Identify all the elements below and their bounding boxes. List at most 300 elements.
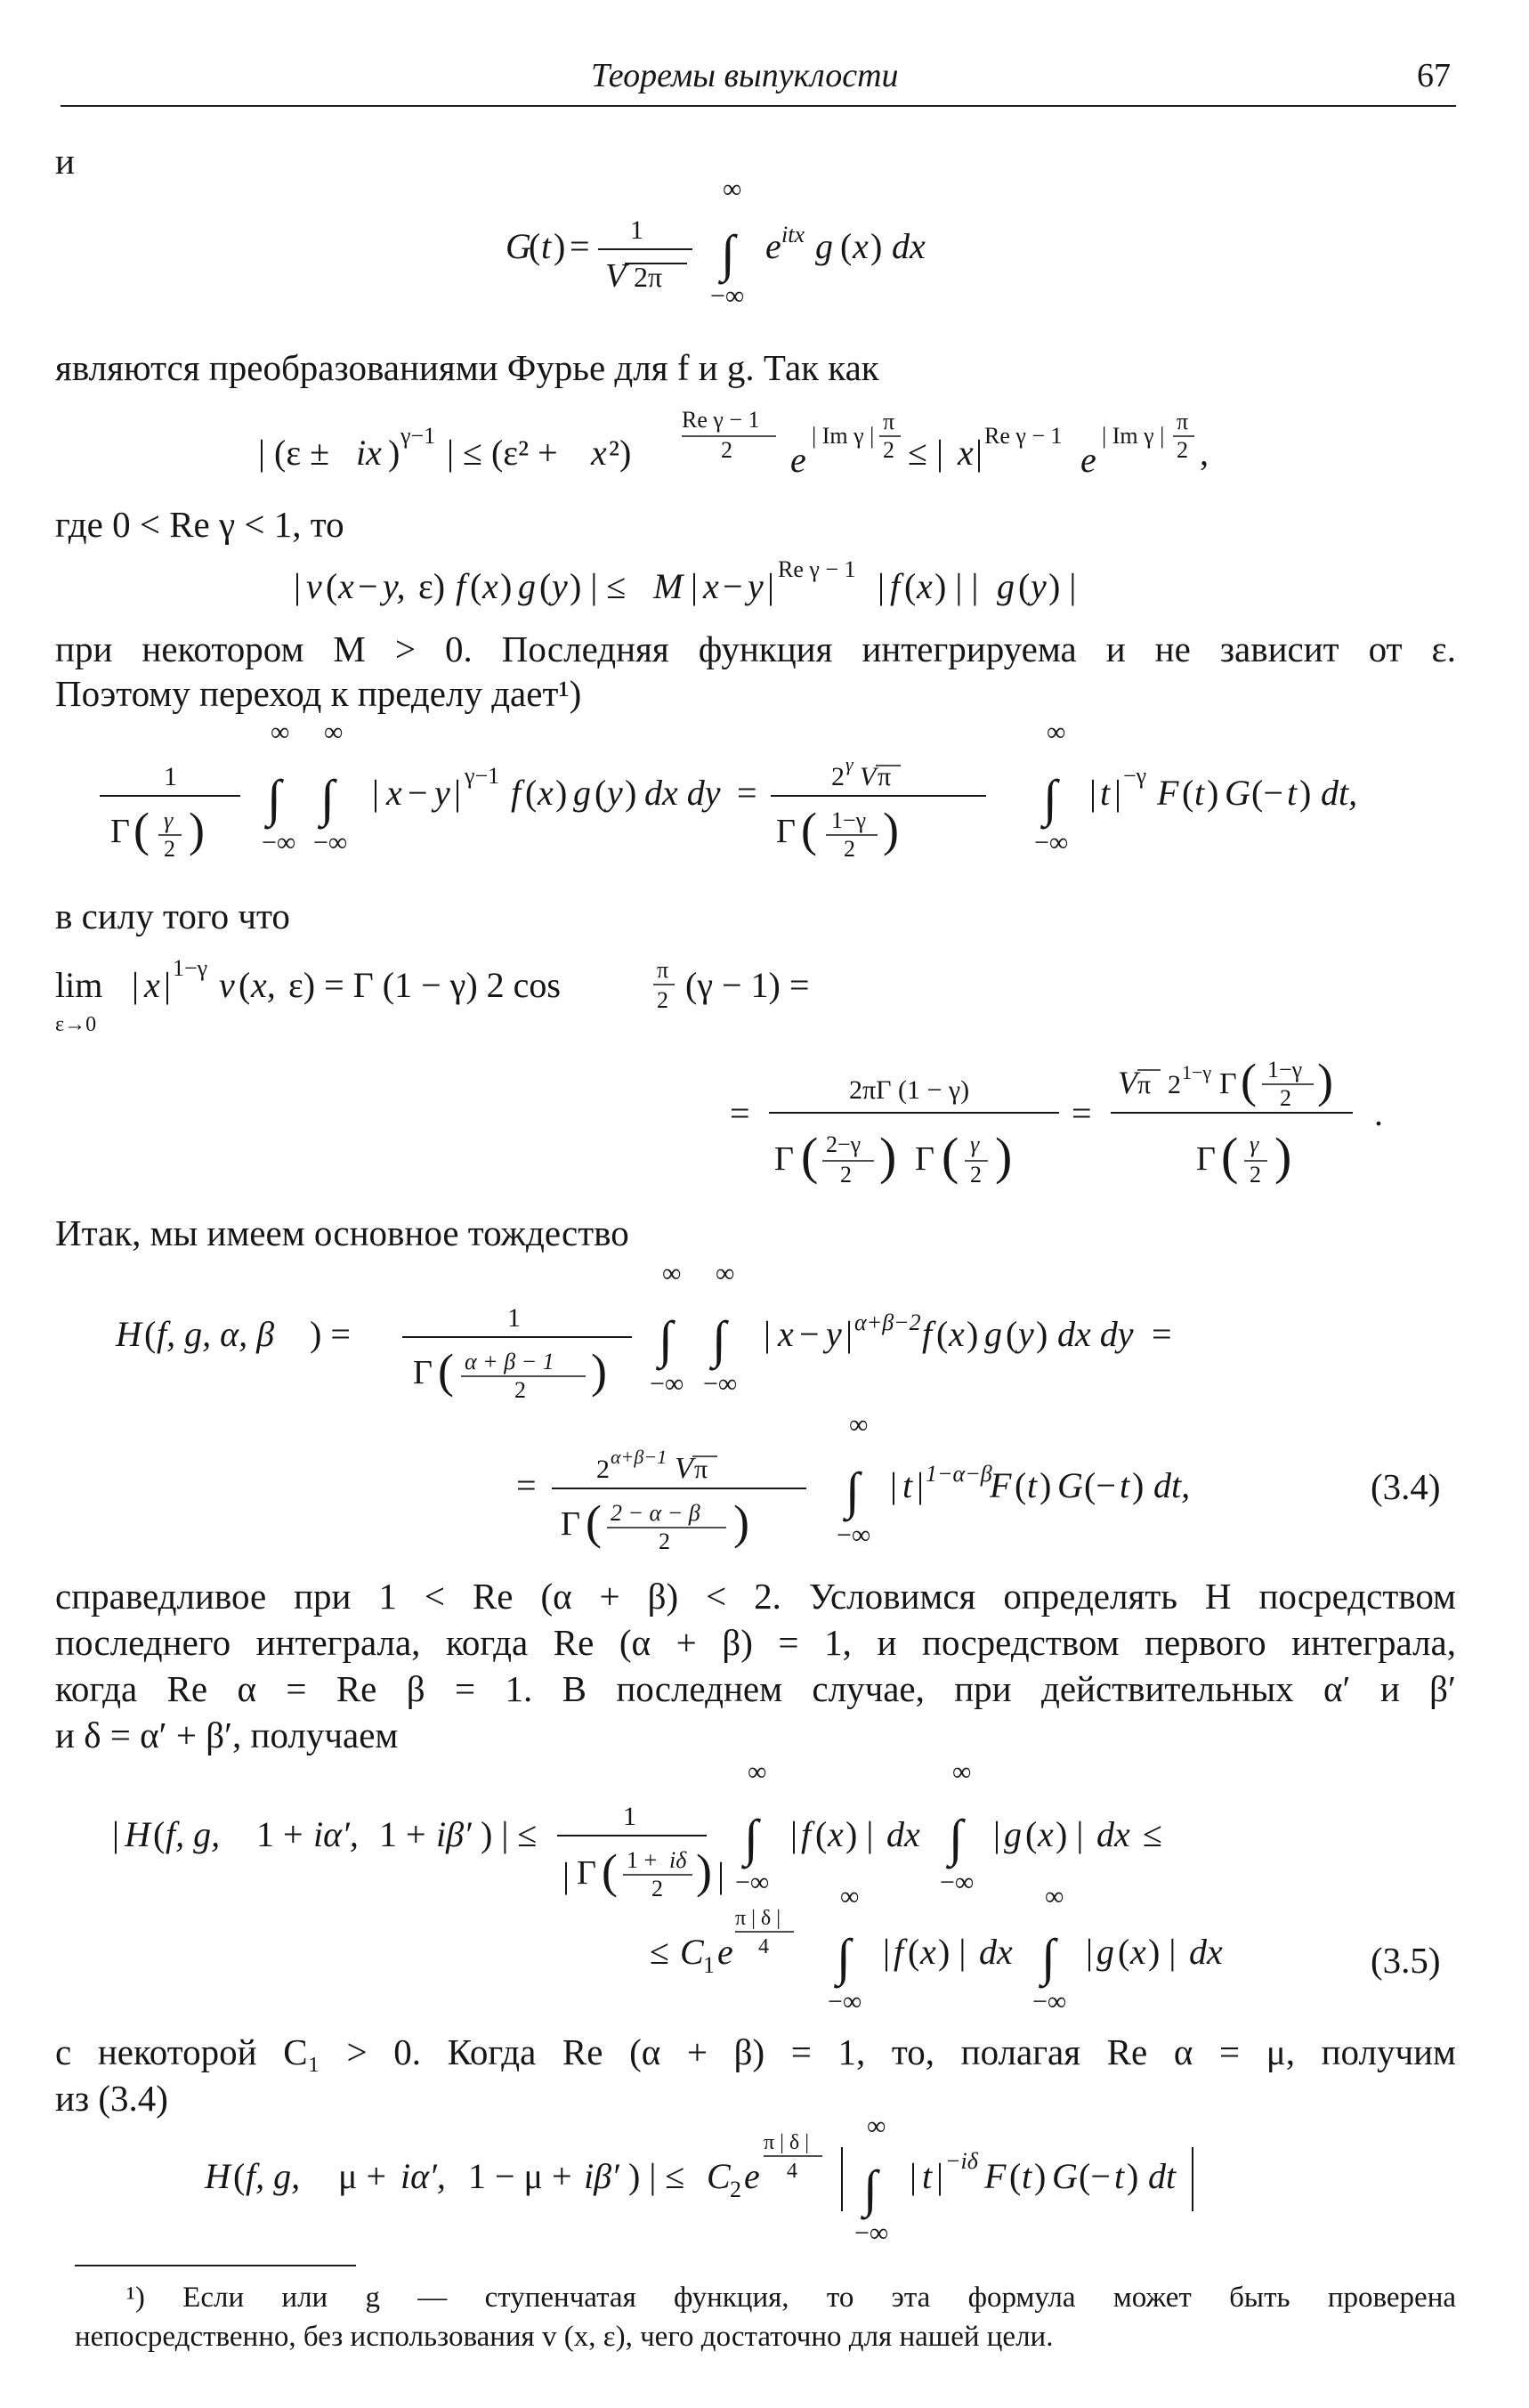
footnote-rule [75,2265,356,2266]
svg-text:x: x [338,566,354,606]
svg-text:dx dy: dx dy [644,773,721,813]
svg-text:1 − μ +: 1 − μ + [468,2156,572,2196]
svg-text:e: e [744,2156,760,2196]
svg-text:(: ( [438,1344,454,1398]
svg-text:1 +: 1 + [256,1814,303,1854]
svg-text:−: − [723,566,743,606]
paragraph-valid-line2: последнего интеграла, когда Re (α + β) = 1, и посредством первого интеграла, [55,1622,1456,1663]
svg-text:∞: ∞ [1045,1882,1064,1911]
svg-text:|: | [1114,773,1122,813]
svg-text:=: = [1152,1314,1172,1354]
svg-text:) | |: ) | | [934,566,979,606]
svg-text:(−: (− [1079,2156,1111,2196]
svg-text:≤: ≤ [1143,1814,1162,1854]
svg-text:V: V [605,257,627,295]
svg-text:1: 1 [623,1802,636,1831]
svg-text:π: π [694,1455,708,1484]
svg-text:∫: ∫ [1041,1928,1056,1986]
svg-text:): ) [696,1845,712,1898]
svg-text:) |: ) | [1048,566,1077,606]
svg-text:∫: ∫ [949,1809,963,1867]
svg-text:2 − α − β: 2 − α − β [611,1500,700,1526]
svg-text:2: 2 [651,1876,663,1901]
svg-text:(: ( [539,566,552,606]
svg-text:1: 1 [703,1952,715,1978]
svg-text:|: | [878,566,886,606]
svg-text:−∞: −∞ [262,828,296,857]
svg-text:dx: dx [1189,1932,1223,1972]
svg-text:f, g,: f, g, [166,1814,221,1854]
svg-text:g: g [518,566,536,606]
svg-text:|: | [372,773,380,813]
svg-text:∞: ∞ [952,1757,972,1787]
svg-text:f: f [890,566,901,606]
svg-text:g: g [1004,1814,1022,1854]
svg-text:x: x [920,1932,936,1972]
svg-text:g: g [984,1314,1002,1354]
equation-limit [55,954,901,1043]
svg-text:x: x [778,1314,794,1354]
svg-text:): ) [1127,2156,1139,2196]
svg-text:|: | [790,1814,798,1854]
svg-text:2πΓ (1 − γ): 2πΓ (1 − γ) [849,1075,970,1105]
svg-text:(−: (− [1084,1465,1116,1505]
svg-text:π: π [878,762,892,791]
svg-text:e: e [790,440,806,480]
svg-text:−: − [408,773,428,813]
svg-text:−∞: −∞ [837,1520,871,1550]
svg-text:2: 2 [596,1455,610,1484]
svg-text:∞: ∞ [849,1410,869,1439]
svg-text:−∞: −∞ [1034,828,1069,857]
svg-text:π | δ |: π | δ | [735,1907,781,1930]
svg-text:iβ′: iβ′ [584,2156,619,2196]
svg-text:x: x [949,1314,965,1354]
svg-text:(: ( [470,566,482,606]
svg-text:ε) = Γ (1 − γ) 2 cos: ε) = Γ (1 − γ) 2 cos [288,965,561,1005]
svg-text:H: H [125,1814,150,1854]
svg-text:): ) [500,566,513,606]
svg-text:2: 2 [831,762,845,791]
svg-text:=: = [516,1465,537,1505]
svg-text:∞: ∞ [1047,718,1066,747]
svg-text:∞: ∞ [324,718,344,747]
header-rule [61,105,1456,107]
svg-text:G: G [1225,773,1250,813]
svg-text:x: x [958,433,974,473]
svg-text:t: t [1022,2156,1032,2196]
svg-text:|: | [562,1855,570,1895]
svg-text:): ) [625,773,637,813]
svg-text:2: 2 [1177,437,1188,463]
svg-text:iα′,: iα′, [400,2156,446,2196]
svg-text:g: g [573,773,591,813]
svg-text:γ−1: γ−1 [465,763,500,789]
paragraph-because: в силу того что [55,896,290,936]
equation-fourier-G [498,174,997,320]
svg-text:(: ( [936,1314,949,1354]
svg-text:t: t [1100,773,1111,813]
svg-text:−∞: −∞ [703,1369,738,1399]
svg-text:): ) [879,1127,897,1185]
svg-text:y: y [748,566,764,606]
svg-text:|: | [454,773,462,813]
svg-text:=: = [570,226,590,266]
svg-text:x,: x, [251,965,276,1005]
svg-text:lim: lim [55,965,103,1005]
svg-text:∫: ∫ [1043,769,1057,827]
svg-text:): ) [388,433,400,473]
svg-text:(: ( [815,1814,828,1854]
svg-text:C: C [680,1932,704,1972]
svg-text:2: 2 [840,1162,852,1188]
svg-text:| ≤ (ε² +: | ≤ (ε² + [447,433,558,473]
svg-text:F: F [984,2156,1007,2196]
svg-text:∫: ∫ [721,224,735,282]
footnote-line1: ¹) Если или g — ступенчатая функция, то эта формула может быть проверена [126,2282,1456,2314]
svg-text:−∞: −∞ [828,1987,862,2016]
svg-text:t: t [1114,2156,1125,2196]
svg-text:∞: ∞ [716,1259,735,1288]
svg-text:|: | [764,1314,772,1354]
svg-text:Γ: Γ [1219,1067,1237,1100]
svg-text:V: V [860,762,877,791]
svg-text:μ +: μ + [338,2156,387,2196]
svg-text:(: ( [525,773,538,813]
svg-text:) |: ) | [845,1814,874,1854]
svg-text:): ) [189,803,205,856]
svg-text:y: y [434,773,450,813]
svg-text:(: ( [144,1314,157,1354]
svg-text:x: x [482,566,498,606]
svg-text:Γ: Γ [413,1354,433,1391]
svg-text:=: = [730,1093,750,1133]
svg-text:−iδ: −iδ [945,2148,978,2174]
svg-text:| (ε ±: | (ε ± [258,433,330,473]
svg-text:): ) [1132,1465,1145,1505]
svg-text:t: t [902,1465,913,1505]
svg-text:|: | [975,433,983,473]
paragraph-basic-identity: Итак, мы имеем основное тождество [55,1212,629,1253]
svg-text:t: t [541,226,552,266]
svg-text:α + β − 1: α + β − 1 [465,1349,554,1374]
svg-text:t: t [1194,773,1205,813]
svg-text:−∞: −∞ [313,828,348,857]
svg-text:1 +: 1 + [627,1847,658,1873]
svg-text:|: | [294,566,302,606]
svg-text:(−: (− [1251,773,1283,813]
svg-text:2: 2 [883,437,894,463]
svg-text:−∞: −∞ [735,1868,770,1897]
svg-text:x: x [1038,1814,1054,1854]
svg-text:2: 2 [657,987,668,1013]
svg-text:g: g [997,566,1015,606]
svg-text:2π: 2π [634,261,663,293]
svg-text:α+β−2: α+β−2 [854,1309,921,1335]
svg-text:|: | [767,566,775,606]
svg-text:x: x [386,773,402,813]
svg-text:dt: dt [1148,2156,1177,2196]
svg-text:∫: ∫ [712,1310,726,1368]
svg-text:V: V [1118,1065,1137,1100]
svg-text:(: ( [801,1127,819,1185]
svg-text:iα′,: iα′, [313,1814,359,1854]
svg-text:g: g [815,226,833,266]
svg-text:|: | [917,1465,925,1505]
svg-text:y: y [826,1314,842,1354]
svg-text:2: 2 [730,2177,741,2202]
svg-text:2: 2 [659,1528,670,1554]
svg-text:G: G [1052,2156,1078,2196]
svg-text:∞: ∞ [867,2112,886,2141]
svg-text:|: | [1086,1932,1094,1972]
svg-text:y: y [607,773,623,813]
svg-text:,: , [1200,433,1209,473]
svg-text:1: 1 [164,762,177,791]
svg-text:∫: ∫ [320,769,335,827]
svg-text:F: F [990,1465,1012,1505]
svg-text:1−γ: 1−γ [173,955,208,981]
svg-text:²): ²) [609,433,632,473]
svg-text:∞: ∞ [748,1757,767,1787]
svg-text:(: ( [133,803,150,856]
svg-text:∫: ∫ [837,1928,851,1986]
svg-text:v: v [306,566,322,606]
equation-inequality-epsilon [258,402,1273,491]
svg-text:f: f [801,1814,812,1854]
svg-text:x: x [591,433,607,473]
svg-text:C: C [707,2156,731,2196]
svg-text:dx: dx [886,1814,920,1854]
svg-text:Re γ − 1: Re γ − 1 [984,423,1063,449]
svg-text:): ) [995,1127,1013,1185]
text-i: и [55,141,75,182]
svg-text:|: | [112,1814,120,1854]
svg-text:|: | [164,965,172,1005]
svg-text:) |: ) | [1056,1814,1084,1854]
svg-text:): ) [1274,1127,1292,1185]
svg-text:∫: ∫ [845,1462,860,1520]
svg-text:1−α−β: 1−α−β [926,1461,992,1487]
equation-inequality-v [294,547,1228,618]
equation-number-3-5: (3.5) [1371,1940,1441,1981]
svg-text:ε): ε) [418,566,446,606]
svg-text:G: G [506,226,531,266]
svg-text:(: ( [326,566,338,606]
svg-text:): ) [554,226,566,266]
svg-text:1 +: 1 + [379,1814,426,1854]
svg-text:Γ: Γ [776,813,796,850]
svg-text:−∞: −∞ [650,1369,684,1399]
svg-text:∞: ∞ [723,174,742,204]
svg-text:|: | [717,1855,725,1895]
svg-text:(: ( [595,773,607,813]
svg-text:F: F [1157,773,1179,813]
svg-text:|: | [132,965,140,1005]
svg-text:2: 2 [1280,1085,1291,1111]
svg-text:(: ( [153,1814,166,1854]
svg-text:Γ: Γ [561,1505,580,1543]
paragraph-integrable: при некотором M > 0. Последняя функция интегрируема и не зависит от ε. [55,628,1456,669]
svg-text:(: ( [1182,773,1194,813]
svg-text:.: . [1374,1093,1383,1133]
svg-text:(: ( [1015,1465,1027,1505]
paragraph-constant-C1: с некоторой C₁ > 0. Когда Re (α + β) = 1, то, полагая Re α = μ, получим [55,2031,1456,2072]
svg-text:|: | [883,1932,891,1972]
running-title: Теоремы выпуклости [591,57,899,94]
svg-text:|: | [910,2156,918,2196]
svg-text:π: π [1137,1070,1152,1099]
svg-text:|: | [993,1814,1001,1854]
equation-H-estimate [205,2113,1362,2247]
svg-text:H: H [116,1314,142,1354]
svg-text:−: − [799,1314,820,1354]
svg-text:|: | [691,566,699,606]
svg-text:Re γ − 1: Re γ − 1 [682,407,760,433]
svg-text:x: x [853,226,869,266]
svg-text:ε→0: ε→0 [55,1013,97,1036]
svg-text:|: | [1089,773,1097,813]
svg-text:): ) [967,1314,979,1354]
svg-text:∫: ∫ [863,2160,878,2217]
svg-text:iβ′: iβ′ [436,1814,472,1854]
svg-text:G: G [1057,1465,1083,1505]
svg-text:(: ( [801,803,817,856]
svg-text:): ) [1299,773,1312,813]
svg-text:(: ( [1009,2156,1022,2196]
svg-text:(: ( [1221,1127,1239,1185]
svg-text:): ) [591,1344,607,1398]
svg-text:t: t [1287,773,1298,813]
svg-text:Γ: Γ [577,1854,596,1892]
svg-text:Γ: Γ [774,1140,794,1178]
svg-text:) | ≤: ) | ≤ [628,2156,685,2196]
paragraph-where: где 0 < Re γ < 1, то [55,504,344,545]
svg-text:(: ( [602,1845,618,1898]
svg-text:) | ≤: ) | ≤ [570,566,627,606]
svg-text:H: H [205,2156,231,2196]
svg-text:α+β−1: α+β−1 [611,1446,667,1468]
svg-text:∞: ∞ [271,718,290,747]
svg-text:f, g, α, β: f, g, α, β [157,1314,275,1354]
svg-text:γ−1: γ−1 [400,423,436,449]
svg-text:=: = [737,773,757,813]
svg-text:(: ( [908,1932,920,1972]
svg-text:): ) [1040,1465,1052,1505]
svg-text:): ) [1317,1054,1333,1107]
svg-text:(γ − 1) =: (γ − 1) = [685,965,810,1005]
svg-text:γ: γ [1250,1131,1259,1157]
svg-text:(: ( [233,2156,246,2196]
svg-text:t: t [1120,1465,1130,1505]
svg-text:t: t [922,2156,933,2196]
svg-text:∞: ∞ [840,1882,860,1911]
svg-text:−∞: −∞ [710,281,745,311]
svg-text:1−γ: 1−γ [831,807,867,833]
svg-text:x: x [703,566,719,606]
svg-text:−∞: −∞ [854,2218,889,2248]
svg-text:) |: ) | [938,1932,967,1972]
svg-text:γ: γ [845,753,853,775]
svg-text:Γ: Γ [915,1140,934,1178]
svg-text:(: ( [1118,1932,1130,1972]
svg-text:y,: y, [383,566,406,606]
svg-text:π | δ |: π | δ | [764,2131,810,2154]
svg-text:(: ( [1241,1054,1257,1107]
paragraph-from-3-4: из (3.4) [55,2078,168,2119]
svg-text:4: 4 [758,1935,769,1958]
svg-text:∫: ∫ [744,1809,758,1867]
equation-limit-continued [730,1031,1468,1209]
svg-text:π: π [1177,409,1189,434]
svg-text:): ) [1034,2156,1047,2196]
svg-text:(: ( [529,226,541,266]
svg-text:ix: ix [356,433,382,473]
svg-text:2: 2 [1250,1162,1261,1188]
svg-text:| Im γ |: | Im γ | [812,423,875,449]
svg-text:x: x [538,773,554,813]
svg-text:dt,: dt, [1153,1465,1191,1505]
svg-text:x: x [1130,1932,1146,1972]
svg-text:(: ( [840,226,853,266]
svg-text:x: x [828,1814,844,1854]
svg-text:1−γ: 1−γ [1182,1061,1212,1083]
svg-text:|: | [890,1465,898,1505]
svg-text:≤: ≤ [650,1932,669,1972]
svg-text:f: f [511,773,522,813]
svg-text:−: − [358,566,378,606]
svg-text:(: ( [904,566,917,606]
svg-text:f: f [456,566,466,606]
equation-H-bound-continued [650,1882,1326,2019]
svg-text:1−γ: 1−γ [1267,1057,1303,1082]
svg-text:y: y [1031,566,1047,606]
svg-text:2: 2 [164,836,175,862]
svg-text:dt,: dt, [1321,773,1358,813]
svg-text:x: x [917,566,933,606]
paragraph-valid-line3: когда Re α = Re β = 1. В последнем случае, при действительных α′ и β′ [55,1668,1456,1709]
svg-text:f: f [922,1314,933,1354]
equation-H-definition [116,1259,1299,1419]
svg-text:2−γ: 2−γ [826,1131,862,1157]
svg-text:∞: ∞ [662,1259,682,1288]
svg-text:f: f [894,1932,904,1972]
svg-text:| Im γ |: | Im γ | [1102,423,1165,449]
svg-text:g: g [1096,1932,1114,1972]
svg-text:γ: γ [164,807,174,833]
svg-text:Γ: Γ [110,813,130,850]
svg-text:2: 2 [844,836,855,862]
svg-text:4: 4 [787,2160,797,2183]
paragraph-fourier-transforms: являются преобразованиями Фурье для f и g. Так как [55,347,879,388]
svg-text:(: ( [1018,566,1031,606]
svg-text:|: | [936,2156,944,2196]
svg-text:y: y [1018,1314,1034,1354]
svg-text:(: ( [1006,1314,1018,1354]
svg-text:itx: itx [781,222,805,247]
svg-text:): ) [883,803,899,856]
svg-text:(: ( [942,1127,959,1185]
svg-text:y: y [552,566,568,606]
paragraph-valid-line4: и δ = α′ + β′, получаем [55,1715,399,1755]
svg-text:dx: dx [892,226,926,266]
svg-text:(: ( [586,1496,602,1549]
svg-text:−∞: −∞ [940,1868,975,1897]
svg-text:) |: ) | [1148,1932,1177,1972]
svg-text:≤ |: ≤ | [908,433,943,473]
svg-text:γ: γ [970,1131,980,1157]
svg-text:V: V [675,1452,693,1485]
